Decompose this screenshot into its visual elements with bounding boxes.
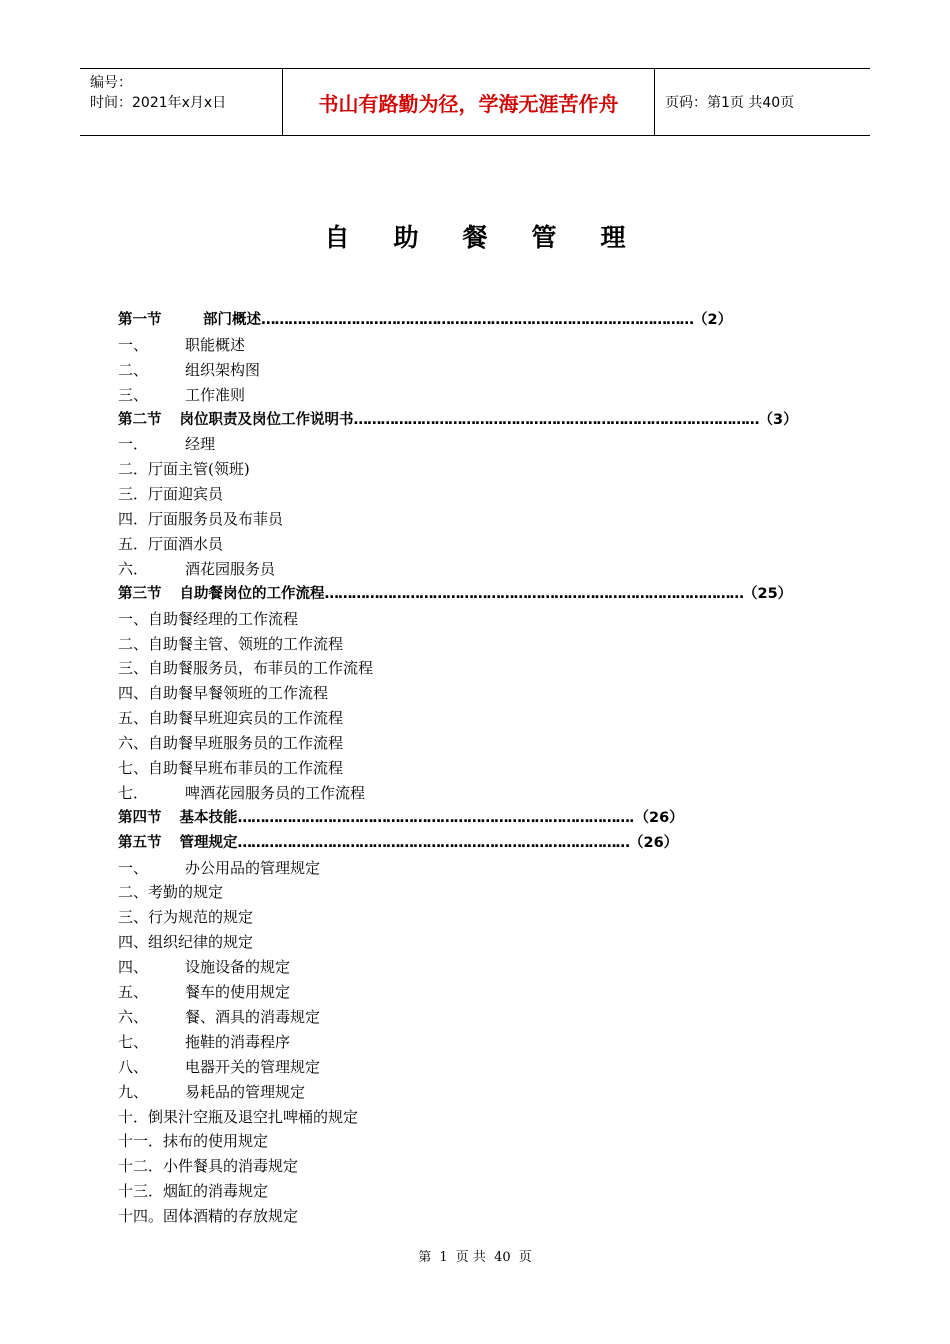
header-meta <box>80 69 282 135</box>
toc-item <box>118 532 838 557</box>
toc-number: 二、 <box>118 360 149 379</box>
toc-text: 餐车的使用规定 <box>185 983 291 1002</box>
toc-number: 四、 <box>118 958 149 977</box>
toc-page-number: （25） <box>743 585 793 602</box>
toc-text: 自助餐经理的工作流程 <box>148 609 299 628</box>
toc-item <box>118 1154 838 1179</box>
toc-text: 工作准则 <box>185 385 246 404</box>
toc-text: 自助餐早班服务员的工作流程 <box>148 734 344 753</box>
toc-text: 厅面迎宾员 <box>148 485 224 504</box>
toc-text: 自助餐主管、领班的工作流程 <box>148 634 344 653</box>
toc-number: 十． <box>118 1107 149 1126</box>
toc-item <box>118 706 838 731</box>
toc-item <box>118 656 838 681</box>
toc-page-number: （3） <box>758 411 798 428</box>
toc-number: 一、 <box>118 335 149 354</box>
toc-item <box>118 880 838 905</box>
toc-page-number: .（26） <box>629 809 684 826</box>
toc-number: 第三节 <box>118 585 162 602</box>
toc-section <box>118 806 838 831</box>
toc-text: 岗位职责及岗位工作说明书 <box>179 411 354 428</box>
toc-item <box>118 1030 838 1055</box>
toc-leader-dots: ……………………………………………………………………………… <box>353 411 759 428</box>
toc-text: 管理规定 <box>179 834 238 851</box>
toc-item <box>118 1055 838 1080</box>
toc-text: 自助餐服务员，布菲员的工作流程 <box>148 659 374 678</box>
toc-text: 倒果汁空瓶及退空扎啤桶的规定 <box>148 1107 359 1126</box>
toc-section <box>118 831 838 856</box>
toc-item <box>118 756 838 781</box>
toc-number: 五． <box>118 535 149 554</box>
toc-item <box>118 333 838 358</box>
toc-number: 四、 <box>118 684 149 703</box>
document-title: 自助餐管理 <box>324 223 670 252</box>
toc-item <box>118 1204 838 1229</box>
toc-number: 十一． <box>118 1132 164 1151</box>
toc-item <box>118 358 838 383</box>
footer-suffix: 页 <box>518 1250 532 1265</box>
toc-item <box>118 905 838 930</box>
toc-number: 七、 <box>118 759 149 778</box>
toc-text: 自助餐早班迎宾员的工作流程 <box>148 709 344 728</box>
toc-number: 三、 <box>118 385 149 404</box>
toc-item <box>118 1129 838 1154</box>
toc-number: 八、 <box>118 1057 149 1076</box>
toc-text: 烟缸的消毒规定 <box>163 1182 269 1201</box>
toc-number: 二、 <box>118 883 149 902</box>
toc-text: 易耗品的管理规定 <box>185 1082 306 1101</box>
toc-item <box>118 930 838 955</box>
header-motto-cell <box>282 69 655 135</box>
toc-text: 小件餐具的消毒规定 <box>163 1157 299 1176</box>
toc-item <box>118 1105 838 1130</box>
toc-section <box>118 408 838 433</box>
header-table <box>80 68 870 136</box>
toc-leader-dots: ………………………………………………………………………………… <box>324 585 743 602</box>
toc-number: 十二． <box>118 1157 164 1176</box>
toc-number: 七． <box>118 783 149 802</box>
toc-number: 六． <box>118 559 149 578</box>
toc-text: 餐、酒具的消毒规定 <box>185 1007 321 1026</box>
toc-text: 经理 <box>185 435 216 454</box>
toc-number: 六、 <box>118 1007 149 1026</box>
number-label: 编号： <box>90 75 132 91</box>
footer-total: 40 <box>494 1250 511 1265</box>
toc-leader-dots: …………………………………………………………………………… <box>237 834 629 851</box>
toc-item <box>118 980 838 1005</box>
footer-page: 1 <box>439 1250 448 1265</box>
toc-item <box>118 383 838 408</box>
toc-section <box>118 308 838 333</box>
header-page-info <box>655 69 870 135</box>
toc-text: 基本技能 <box>179 809 238 826</box>
toc-item <box>118 607 838 632</box>
toc-number: 四、 <box>118 933 149 952</box>
toc-text: 厅面酒水员 <box>148 535 224 554</box>
toc-number: 十四。 <box>118 1207 164 1226</box>
toc-item <box>118 507 838 532</box>
toc-item <box>118 856 838 881</box>
toc-number: 一、 <box>118 858 149 877</box>
toc-item <box>118 955 838 980</box>
toc-item <box>118 432 838 457</box>
toc-number: 九、 <box>118 1082 149 1101</box>
toc-number: 二、 <box>118 634 149 653</box>
toc-item <box>118 1080 838 1105</box>
toc-number: 三、 <box>118 659 149 678</box>
toc-text: 设施设备的规定 <box>185 958 291 977</box>
toc-text: 行为规范的规定 <box>148 908 254 927</box>
toc-item <box>118 781 838 806</box>
toc-item <box>118 681 838 706</box>
page-footer <box>0 1246 950 1265</box>
toc-text: 部门概述 <box>203 312 261 328</box>
toc-number: 五、 <box>118 983 149 1002</box>
motto: 书山有路勤为径，学海无涯苦作舟 <box>318 91 619 116</box>
footer-prefix: 第 <box>418 1250 432 1265</box>
toc-text: 电器开关的管理规定 <box>185 1057 321 1076</box>
toc-item <box>118 731 838 756</box>
toc-number: 第二节 <box>118 411 162 428</box>
toc-text: 抹布的使用规定 <box>163 1132 269 1151</box>
toc-item <box>118 482 838 507</box>
toc-text: 酒花园服务员 <box>185 559 276 578</box>
toc-leader-dots: …………………………………………………………………………… <box>237 809 629 826</box>
toc-number: 三． <box>118 485 149 504</box>
toc-number: 第四节 <box>118 809 162 826</box>
toc-text: 啤酒花园服务员的工作流程 <box>185 783 366 802</box>
toc-text: 自助餐早餐领班的工作流程 <box>148 684 329 703</box>
toc-number: 四． <box>118 510 149 529</box>
toc-text: 自助餐早班布菲员的工作流程 <box>148 759 344 778</box>
table-of-contents <box>118 308 838 1229</box>
toc-number: 五、 <box>118 709 149 728</box>
toc-item <box>118 1005 838 1030</box>
toc-text: 拖鞋的消毒程序 <box>185 1032 291 1051</box>
toc-number: 第五节 <box>118 834 162 851</box>
toc-number: 二． <box>118 460 149 479</box>
toc-text: 组织纪律的规定 <box>148 933 254 952</box>
toc-number: 六、 <box>118 734 149 753</box>
toc-text: 厅面服务员及布菲员 <box>148 510 284 529</box>
toc-text: 办公用品的管理规定 <box>185 858 321 877</box>
toc-text: 考勤的规定 <box>148 883 224 902</box>
toc-text: 固体酒精的存放规定 <box>163 1207 299 1226</box>
toc-number: 一、 <box>118 609 149 628</box>
toc-number: 一． <box>118 435 149 454</box>
toc-section <box>118 582 838 607</box>
toc-number: 三、 <box>118 908 149 927</box>
toc-page-number: （2） <box>693 312 733 328</box>
toc-page-number: （26） <box>629 834 679 851</box>
toc-item <box>118 557 838 582</box>
time-label: 时间：2021年x月x日 <box>90 95 227 111</box>
toc-text: 自助餐岗位的工作流程 <box>179 585 325 602</box>
toc-number: 七、 <box>118 1032 149 1051</box>
toc-item <box>118 1179 838 1204</box>
page-info: 页码：第1页 共40页 <box>665 95 795 111</box>
toc-text: 厅面主管(领班) <box>148 460 250 479</box>
footer-mid: 页 共 <box>455 1250 486 1265</box>
toc-item <box>118 632 838 657</box>
toc-item <box>118 457 838 482</box>
toc-text: 职能概述 <box>185 335 246 354</box>
toc-text: 组织架构图 <box>185 360 261 379</box>
toc-leader-dots: …………………………………………………………………………………… <box>261 312 693 328</box>
toc-number: 第一节 <box>118 312 162 328</box>
toc-number: 十三． <box>118 1182 164 1201</box>
